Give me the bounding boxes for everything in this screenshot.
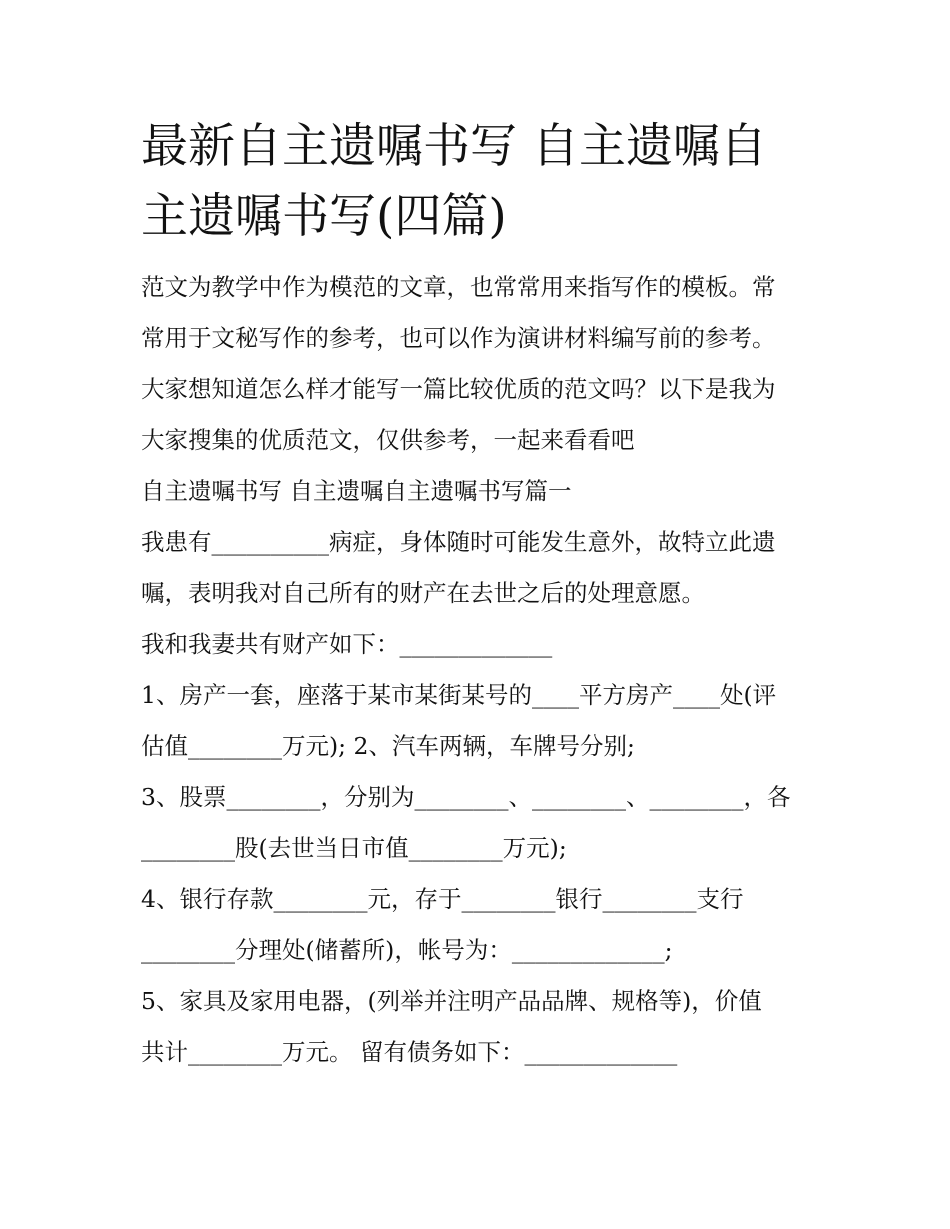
body-line: 3、股票________，分别为________、________、________，各 [141, 783, 791, 811]
body-line: 我患有__________病症，身体随时可能发生意外，故特立此遗 [141, 528, 776, 556]
body-line: ________分理处(储蓄所)，帐号为：_____________; [141, 936, 673, 964]
document-content [141, 112, 821, 1078]
title-line: 最新自主遗嘱书写 自主遗嘱自 [141, 119, 767, 174]
body-line: ________股(去世当日市值________万元); [141, 834, 567, 862]
section-heading: 自主遗嘱书写 自主遗嘱自主遗嘱书写篇一 [141, 477, 572, 505]
body-line: 我和我妻共有财产如下：_____________ [141, 630, 553, 658]
body-line: 1、房产一套，座落于某市某街某号的____平方房产____处(评 [141, 681, 777, 709]
body-line: 5、家具及家用电器，(列举并注明产品品牌、规格等)，价值 [141, 987, 762, 1015]
intro-line: 常用于文秘写作的参考，也可以作为演讲材料编写前的参考。 [141, 324, 776, 352]
document-body [141, 262, 821, 1078]
body-line: 共计________万元。 留有债务如下：_____________ [141, 1038, 678, 1066]
intro-line: 大家搜集的优质范文，仅供参考，一起来看看吧 [141, 426, 635, 454]
document-title [141, 112, 821, 252]
body-line: 嘱，表明我对自己所有的财产在去世之后的处理意愿。 [141, 579, 705, 607]
intro-line: 大家想知道怎么样才能写一篇比较优质的范文吗？以下是我为 [141, 375, 776, 403]
body-line: 4、银行存款________元，存于________银行________支行 [141, 885, 744, 913]
intro-line: 范文为教学中作为模范的文章，也常常用来指写作的模板。常 [141, 273, 776, 301]
title-line: 主遗嘱书写(四篇) [141, 189, 507, 244]
body-line: 估值________万元); 2、汽车两辆，车牌号分别; [141, 732, 635, 760]
